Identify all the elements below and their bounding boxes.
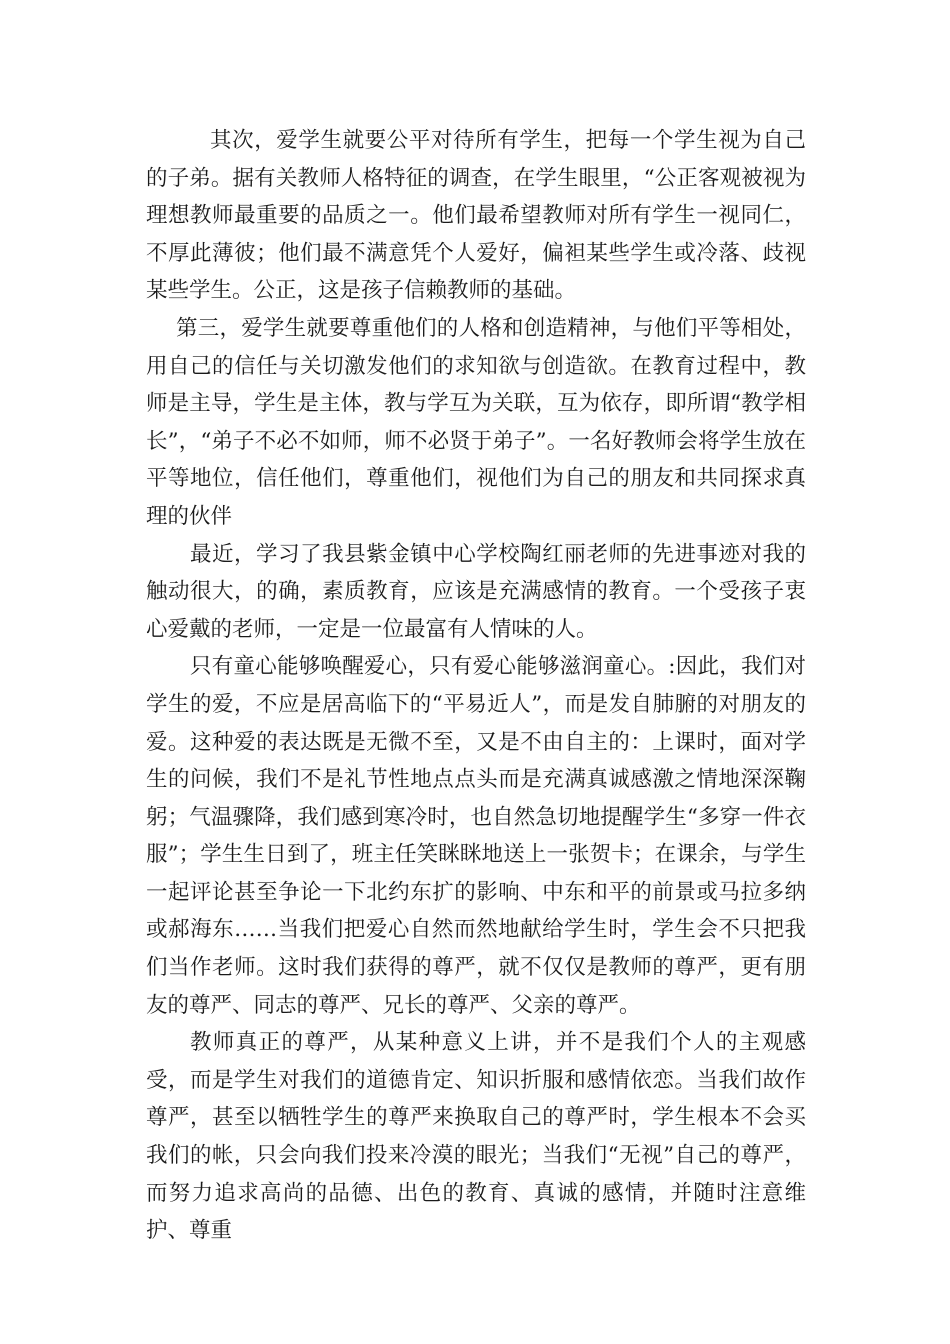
paragraph-teacher-dignity: 教师真正的尊严，从某种意义上讲，并不是我们个人的主观感受，而是学生对我们的道德肯定、知识折服和感情依恋。当我们故作尊严，甚至以牺牲学生的尊严来换取自己的尊严时，学生根本不会买我们的帐，只会向我们投来冷漠的眼光；当我们“无视”自己的尊严，而努力追求高尚的品德、出色的教育、真诚的感情，并随时注意维护、尊重 [146, 1030, 806, 1244]
paragraph-respect: 第三，爱学生就要尊重他们的人格和创造精神，与他们平等相处，用自己的信任与关切激发他们的求知欲与创造欲。在教育过程中，教师是主导，学生是主体，教与学互为关联，互为依存，即所谓“教学相长”，“弟子不必不如师，师不必贤于弟子”。一名好教师会将学生放在平等地位，信任他们，尊重他们，视他们为自己的朋友和共同探求真理的伙伴 [146, 315, 806, 529]
paragraph-fairness: 其次，爱学生就要公平对待所有学生，把每一个学生视为自己的子弟。据有关教师人格特征的调查，在学生眼里，“公正客观被视为理想教师最重要的品质之一。他们最希望教师对所有学生一视同仁，不厚此薄彼；他们最不满意凭个人爱好，偏袒某些学生或冷落、歧视某些学生。公正，这是孩子信赖教师的基础。 [146, 128, 806, 304]
paragraph-childlike-heart: 只有童心能够唤醒爱心，只有爱心能够滋润童心。:因此，我们对学生的爱，不应是居高临下的“平易近人”，而是发自肺腑的对朋友的爱。这种爱的表达既是无微不至，又是不由自主的：上课时，面对学生的问候，我们不是礼节性地点点头而是充满真诚感激之情地深深鞠躬；气温骤降，我们感到寒冷时，也自然急切地提醒学生“多穿一件衣服”；学生生日到了，班主任笑眯眯地送上一张贺卡；在课余，与学生一起评论甚至争论一下北约东扩的影响、中东和平的前景或马拉多纳或郝海东……当我们把爱心自然而然地献给学生时，学生会不只把我们当作老师。这时我们获得的尊严，就不仅仅是教师的尊严，更有朋友的尊严、同志的尊严、兄长的尊严、父亲的尊严。 [146, 654, 806, 1018]
body-text [146, 122, 806, 1250]
paragraph-recent-study: 最近，学习了我县紫金镇中心学校陶红丽老师的先进事迹对我的触动很大，的确，素质教育，应该是充满感情的教育。一个受孩子衷心爱戴的老师，一定是一位最富有人情味的人。 [146, 541, 806, 642]
